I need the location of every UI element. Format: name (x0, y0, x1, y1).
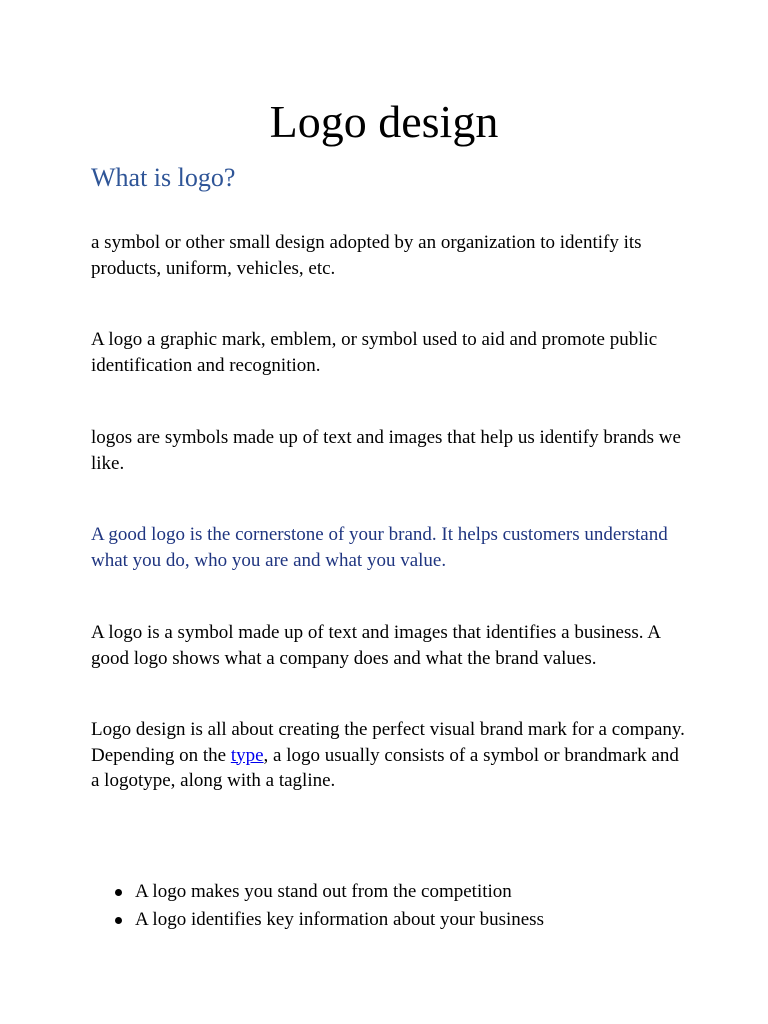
type-link[interactable]: type (230, 744, 264, 766)
highlight-paragraph: A good logo is the cornerstone of your brand. It helps customers understand what you do, who you are and what you value. (91, 524, 668, 571)
definition-paragraph-2: A logo a graphic mark, emblem, or symbol used to aid and promote public identification and recognition. (91, 329, 658, 376)
bullet-icon (115, 917, 122, 924)
section-heading: What is logo? (91, 163, 236, 192)
definition-paragraph-4: A logo is a symbol made up of text and images that identifies a business. A good logo shows what a company does and what the brand values. (91, 622, 660, 669)
definition-paragraph-1: a symbol or other small design adopted by an organization to identify its products, uniform, vehicles, etc. (91, 232, 642, 279)
list-item-text: A logo identifies key information about your business (135, 909, 544, 930)
document-title: Logo design (269, 96, 499, 147)
definition-paragraph-3: logos are symbols made up of text and images that help us identify brands we like. (91, 427, 681, 474)
logo-design-text-after-link: , a logo usually consists of a symbol or brandmark and a logotype, along with a tagline. (91, 744, 679, 791)
benefits-list (91, 878, 544, 934)
bullet-icon (115, 889, 122, 896)
logo-design-paragraph (91, 717, 691, 794)
list-item (91, 878, 544, 906)
list-item-text: A logo makes you stand out from the competition (135, 881, 512, 902)
logo-design-text-before-link: Logo design is all about creating the perfect visual brand mark for a company. Depending on the (91, 719, 685, 766)
list-item (91, 906, 544, 934)
